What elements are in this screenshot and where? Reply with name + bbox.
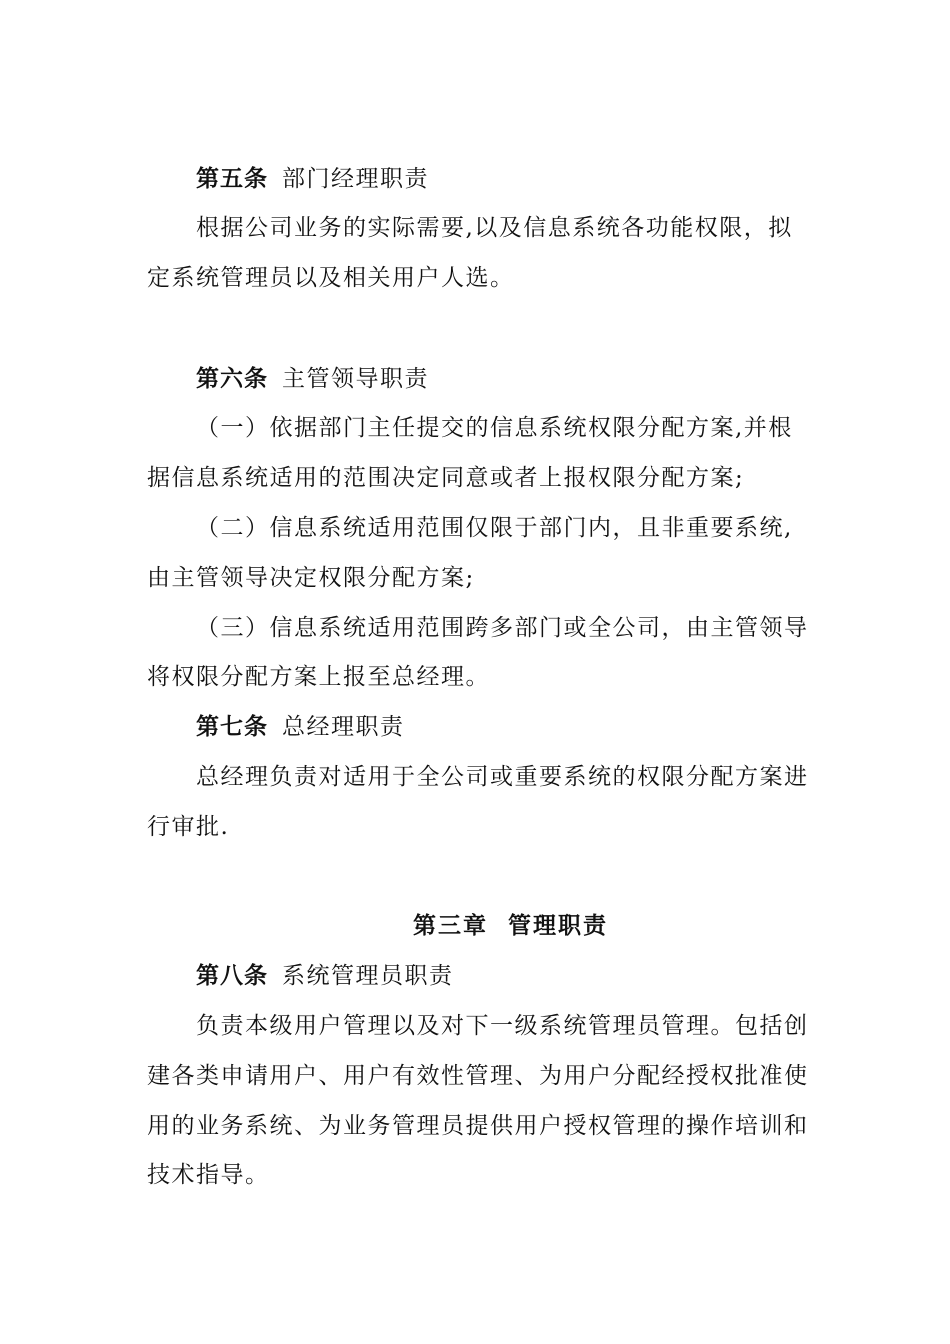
article-7-line-1: 总经理负责对适用于全公司或重要系统的权限分配方案进: [196, 764, 809, 790]
article-7-title: 总经理职责: [282, 714, 405, 740]
article-7-heading: [196, 712, 405, 742]
chapter-heading: [413, 911, 608, 941]
chapter-number: 第三章: [413, 913, 488, 939]
article-8-heading: [196, 961, 454, 991]
article-6-line-4: 由主管领导决定权限分配方案;: [147, 565, 475, 591]
article-6-line-2: 据信息系统适用的范围决定同意或者上报权限分配方案;: [147, 465, 745, 491]
article-8-line-4: 技术指导。: [147, 1162, 270, 1188]
article-8-line-2: 建各类申请用户、用户有效性管理、为用户分配经授权批准使: [147, 1063, 809, 1089]
article-6-line-1: （一）依据部门主任提交的信息系统权限分配方案,并根: [196, 415, 793, 441]
chapter-title: 管理职责: [508, 913, 608, 939]
article-8-number: 第八条: [196, 963, 268, 989]
article-7-number: 第七条: [196, 714, 268, 740]
article-7-line-2: 行审批.: [147, 814, 230, 840]
article-6-heading: [196, 364, 429, 394]
article-6-line-5: （三）信息系统适用范围跨多部门或全公司，由主管领导: [196, 615, 809, 641]
article-5-heading: [196, 164, 429, 194]
article-8-line-1: 负责本级用户管理以及对下一级系统管理员管理。包括创: [196, 1013, 809, 1039]
article-8-title: 系统管理员职责: [282, 963, 454, 989]
article-6-line-3: （二）信息系统适用范围仅限于部门内，且非重要系统,: [196, 515, 793, 541]
article-5-title: 部门经理职责: [282, 166, 429, 192]
article-6-number: 第六条: [196, 366, 268, 392]
article-6-line-6: 将权限分配方案上报至总经理。: [147, 664, 490, 690]
article-6-title: 主管领导职责: [282, 366, 429, 392]
article-5-number: 第五条: [196, 166, 268, 192]
article-5-line-2: 定系统管理员以及相关用户人选。: [147, 265, 515, 291]
article-5-line-1: 根据公司业务的实际需要,以及信息系统各功能权限，拟: [196, 215, 793, 241]
article-8-line-3: 用的业务系统、为业务管理员提供用户授权管理的操作培训和: [147, 1113, 809, 1139]
